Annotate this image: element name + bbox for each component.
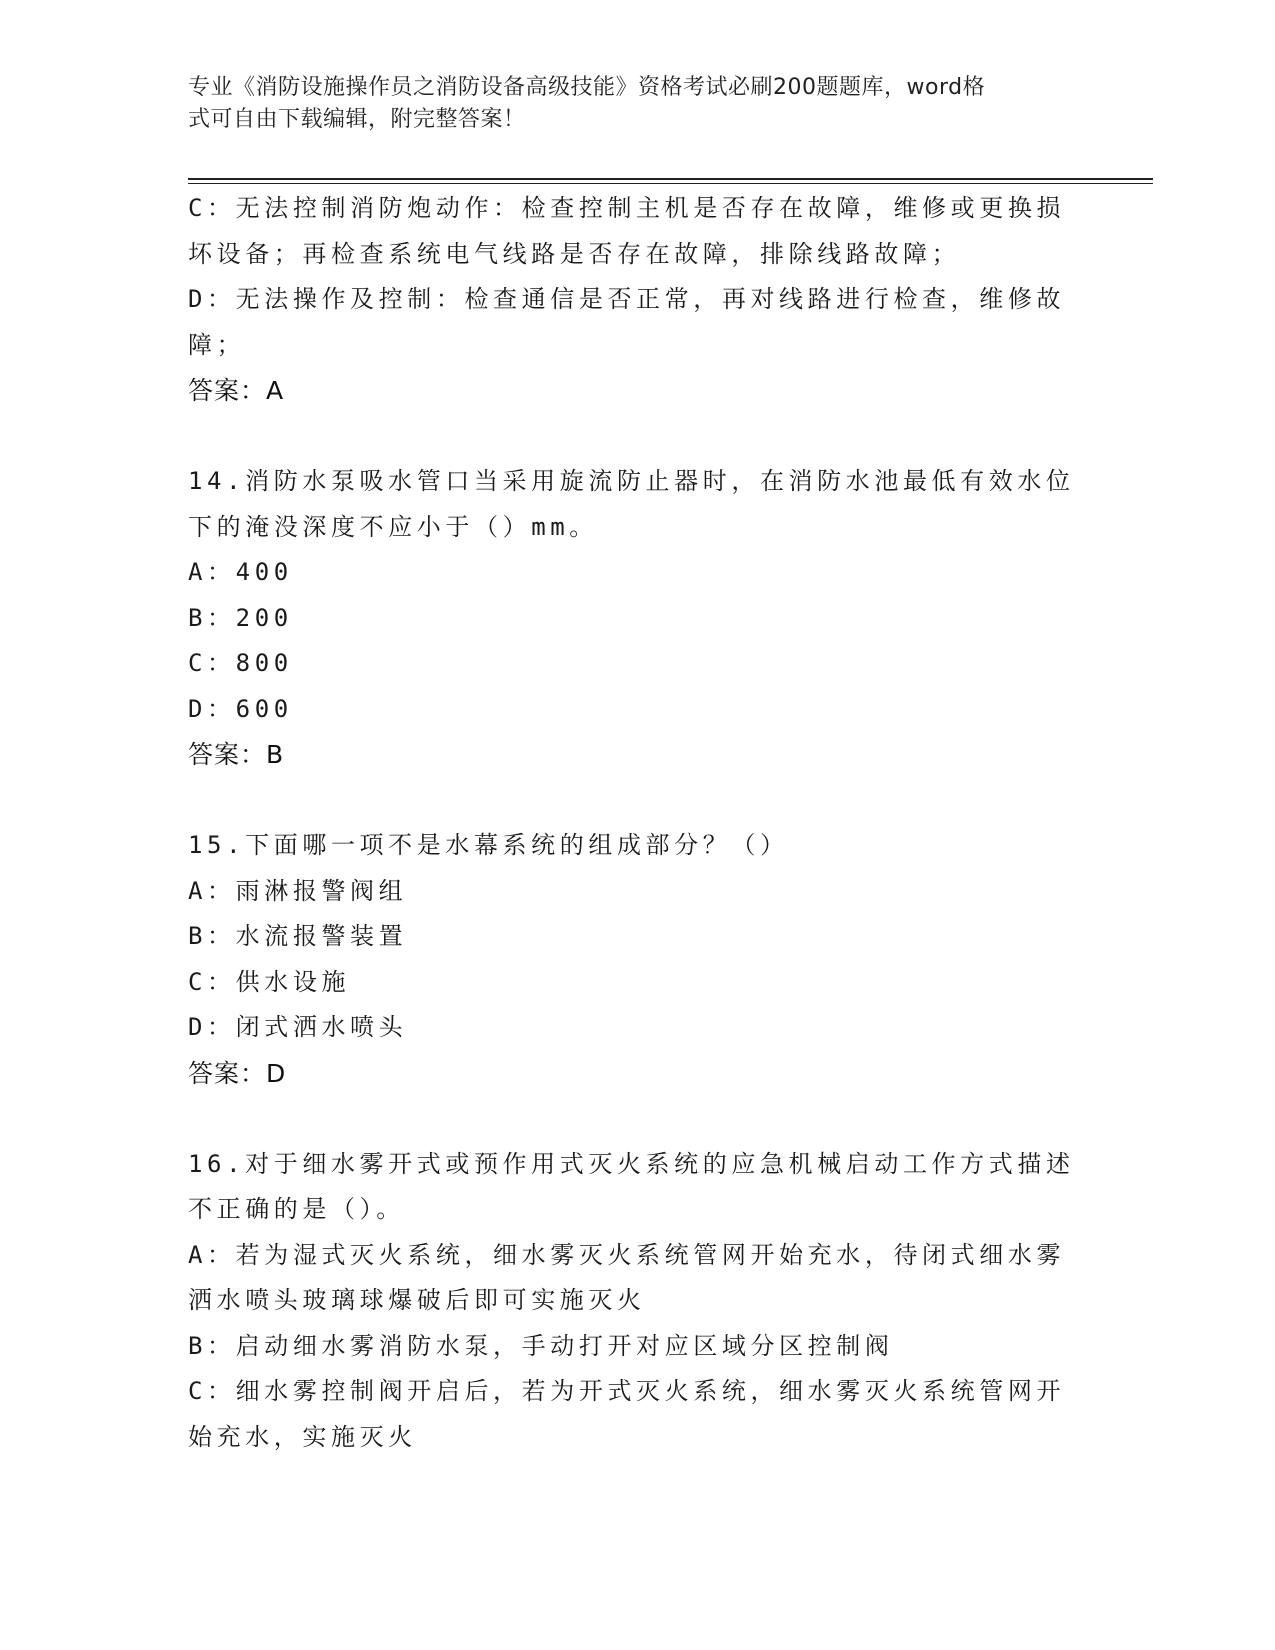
- question-text: 15.下面哪一项不是水幕系统的组成部分？（）: [188, 831, 789, 859]
- question-text: 16.对于细水雾开式或预作用式灭火系统的应急机械启动工作方式描述: [188, 1149, 1075, 1178]
- document-body: [188, 186, 1078, 1460]
- question-block-16: [188, 1142, 1078, 1461]
- option-c: 始充水，实施灭火: [188, 1422, 417, 1451]
- question-text: 14.消防水泵吸水管口当采用旋流防止器时，在消防水池最低有效水位: [188, 467, 1075, 495]
- option-line: D：无法操作及控制：检查通信是否正常，再对线路进行检查，维修故: [188, 285, 1066, 313]
- question-spacer: [188, 414, 1078, 460]
- option-line: 障；: [188, 330, 246, 359]
- option-c: C：供水设施: [188, 967, 351, 996]
- answer-line: 答案：A: [188, 376, 285, 405]
- question-text: 下的淹没深度不应小于（）mm。: [188, 512, 598, 541]
- option-line: 坏设备；再检查系统电气线路是否存在故障，排除线路故障；: [188, 239, 961, 268]
- answer-line: 答案：D: [188, 1058, 287, 1088]
- option-b: B：水流报警装置: [188, 922, 408, 950]
- question-spacer: [188, 778, 1078, 824]
- answer-line: 答案：B: [188, 740, 285, 769]
- question-block-14: [188, 459, 1078, 778]
- question-text: 不正确的是（）。: [188, 1195, 405, 1223]
- question-block-15: [188, 823, 1078, 1096]
- option-c: C：细水雾控制阀开启后，若为开式灭火系统，细水雾灭火系统管网开: [188, 1377, 1066, 1405]
- question-block-13: [188, 186, 1078, 414]
- header-line-2: 式可自由下载编辑，附完整答案！: [188, 107, 526, 132]
- option-b: B：启动细水雾消防水泵，手动打开对应区域分区控制阀: [188, 1331, 894, 1360]
- question-spacer: [188, 1096, 1078, 1142]
- option-c: C：800: [188, 649, 293, 677]
- option-a: A：雨淋报警阀组: [188, 876, 408, 905]
- option-a: A：若为湿式灭火系统，细水雾灭火系统管网开始充水，待闭式细水雾: [188, 1240, 1066, 1269]
- option-a: A：400: [188, 558, 293, 586]
- option-line: C：无法控制消防炮动作：检查控制主机是否存在故障，维修或更换损: [188, 194, 1066, 222]
- option-d: D：600: [188, 694, 293, 723]
- option-b: B：200: [188, 603, 293, 632]
- option-a: 洒水喷头玻璃球爆破后即可实施灭火: [188, 1286, 646, 1314]
- option-d: D：闭式洒水喷头: [188, 1013, 408, 1041]
- page-header: [188, 72, 1068, 136]
- header-divider: [188, 178, 1153, 184]
- header-line-1: 专业《消防设施操作员之消防设备高级技能》资格考试必刷200题题库，word格: [188, 75, 986, 100]
